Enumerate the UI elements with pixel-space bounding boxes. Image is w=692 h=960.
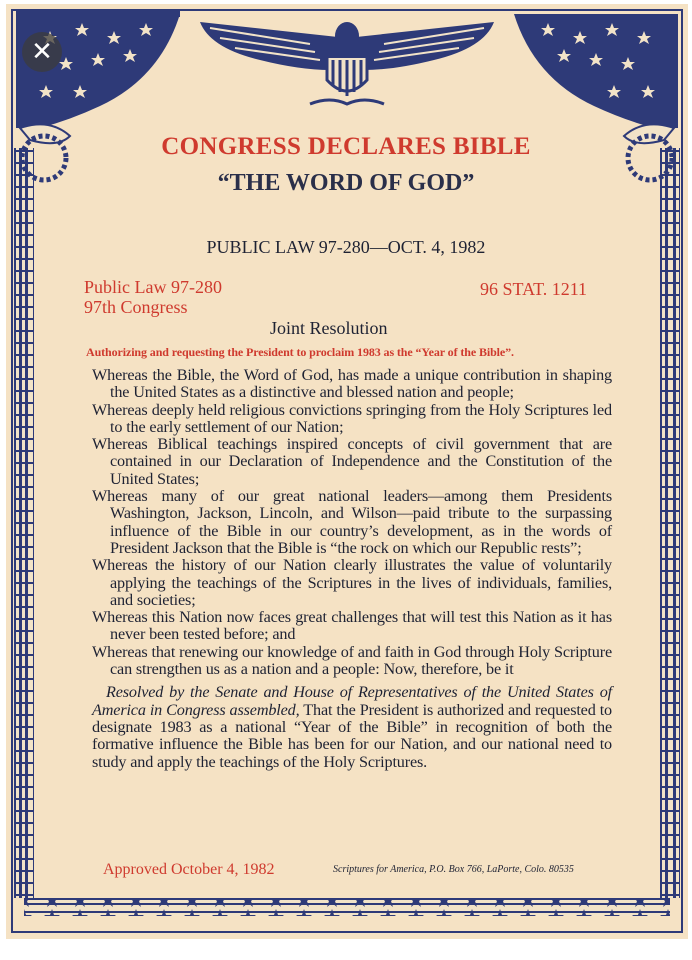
document-subtitle: “THE WORD OF GOD” xyxy=(217,170,475,196)
resolved-clause xyxy=(92,684,612,770)
resolution-body xyxy=(92,367,612,771)
law-heading: PUBLIC LAW 97-280—OCT. 4, 1982 xyxy=(206,237,486,257)
approval-date: Approved October 4, 1982 xyxy=(103,861,275,878)
whereas-clause: Whereas this Nation now faces great challenges that will test this Nation as it has never been tested before; and xyxy=(92,608,612,644)
law-number: Public Law 97-280 xyxy=(84,277,222,297)
whereas-clause: Whereas the history of our Nation clearly illustrates the value of voluntarily applying the teachings of the Scriptures in the lives of individuals, families, and societies; xyxy=(92,556,612,609)
bottom-border-stripes xyxy=(24,898,670,916)
whereas-clause: Whereas many of our great national leaders—among them Presidents Washington, Jackson, Lincoln, and Wilson—paid tribute to the surpassing influence of the Bible in our country’s development, as in the words of President Jackson that the Bible is “the rock on which our Republic rests”; xyxy=(92,487,612,557)
resolved-intro: Resolved by the Senate and House of Representatives of the United States of America in Congress assembled, xyxy=(92,683,612,719)
document-title: CONGRESS DECLARES BIBLE xyxy=(161,133,531,160)
right-border-stripes xyxy=(660,148,680,898)
close-icon[interactable]: ✕ xyxy=(22,32,62,72)
resolution-type: Joint Resolution xyxy=(270,318,388,338)
statute-citation: 96 STAT. 1211 xyxy=(480,279,588,299)
whereas-clause: Whereas Biblical teachings inspired concepts of civil government that are contained in our Declaration of Independence and the Constitution of the United States; xyxy=(92,435,612,488)
eagle-icon xyxy=(200,22,494,104)
whereas-clause: Whereas deeply held religious convictions springing from the Holy Scriptures led to the early settlement of our Nation; xyxy=(92,400,612,436)
whereas-clause: Whereas the Bible, the Word of God, has made a unique contribution in shaping the United States as a distinctive and blessed nation and people; xyxy=(92,366,612,402)
authorization-line: Authorizing and requesting the President to proclaim 1983 as the “Year of the Bible”. xyxy=(86,345,514,359)
congress-label: 97th Congress xyxy=(84,297,188,317)
publisher-credit: Scriptures for America, P.O. Box 766, LaPorte, Colo. 80535 xyxy=(333,864,574,875)
whereas-clause: Whereas that renewing our knowledge of and faith in God through Holy Scripture can strengthen us as a nation and a people: Now, therefore, be it xyxy=(92,642,612,679)
left-border-stripes xyxy=(14,148,34,898)
resolved-text: That the President is authorized and requested to designate 1983 as a national “Year of the Bible” in recognition of both the formative influence the Bible has been for our Nation, and our national need to study and apply the teachings of the Holy Scriptures. xyxy=(92,700,612,771)
